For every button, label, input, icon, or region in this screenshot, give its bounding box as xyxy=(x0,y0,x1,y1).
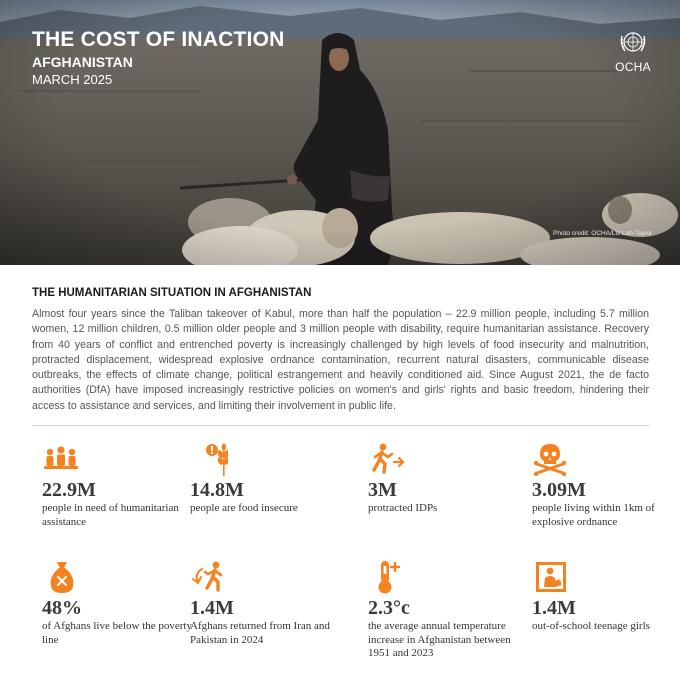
stat-value: 1.4M xyxy=(532,597,576,619)
report-country: AFGHANISTAN xyxy=(32,54,133,70)
stat-returnees xyxy=(190,560,340,647)
skull-crossbones-icon xyxy=(532,442,572,478)
photo-credit: Photo credit: OCHA/Liz Loh-Taylor xyxy=(553,230,653,237)
stat-value: 3.09M xyxy=(532,479,586,501)
returnee-icon xyxy=(190,560,230,596)
people-in-need-icon xyxy=(42,442,82,478)
money-bag-icon xyxy=(42,560,82,596)
stat-temperature xyxy=(368,560,518,661)
stat-description: the average annual temperature increase in Afghanistan between 1951 and 2023 xyxy=(368,620,511,659)
stat-value: 3M xyxy=(368,479,397,501)
stat-description: people living within 1km of explosive ordnance xyxy=(532,502,655,528)
stat-value: 22.9M xyxy=(42,479,96,501)
stat-description: Afghans returned from Iran and Pakistan in 2024 xyxy=(190,620,330,646)
displaced-person-icon xyxy=(368,442,408,478)
section-divider xyxy=(32,425,649,426)
stat-description: protracted IDPs xyxy=(368,502,438,514)
stat-value: 14.8M xyxy=(190,479,244,501)
ocha-logo xyxy=(608,26,658,74)
stat-protracted-idps xyxy=(368,442,518,516)
stat-value: 2.3°c xyxy=(368,597,410,619)
ocha-logo-text: OCHA xyxy=(615,60,651,74)
girl-student-icon xyxy=(532,560,572,596)
stat-description: people in need of humanitarian assistance xyxy=(42,502,179,528)
stat-explosive-ordnance xyxy=(532,442,680,529)
stat-description: out-of-school teenage girls xyxy=(532,620,650,632)
situation-paragraph: Almost four years since the Taliban takeover of Kabul, more than half the population – 22.9 million people, including 5.7 million women, 12 million children, 0.5 million older people and 3 million people with disability, require humanitarian assistance. Recovery from 40 years of conflict and entrenched poverty is increasingly challenged by high levels of food insecurity and malnutrition, protracted displacement, widespread explosive ordnance contamination, recurrent natural disasters, communicable disease outbreaks, the effects of climate change, political estrangement and heavily conditioned aid. Since August 2021, the de facto authorities (DfA) have imposed increasingly restrictive policies on women's and girls' rights and basic freedom, hindering their access to assistance and services, and limiting their involvement in public life. xyxy=(32,308,649,412)
stat-value: 48% xyxy=(42,597,82,619)
stat-description: people are food insecure xyxy=(190,502,298,514)
hero-banner xyxy=(0,0,680,265)
un-emblem-icon xyxy=(617,26,649,58)
stat-food-insecure xyxy=(190,442,340,516)
food-insecurity-icon xyxy=(190,442,230,478)
report-title: THE COST OF INACTION xyxy=(32,28,285,51)
stat-people-in-need xyxy=(42,442,192,529)
report-date: MARCH 2025 xyxy=(32,72,113,87)
stat-value: 1.4M xyxy=(190,597,234,619)
thermometer-icon xyxy=(368,560,408,596)
section-heading: THE HUMANITARIAN SITUATION IN AFGHANISTAN xyxy=(32,287,312,299)
stat-out-of-school-girls xyxy=(532,560,680,634)
stat-description: of Afghans live below the poverty line xyxy=(42,620,192,646)
stat-poverty xyxy=(42,560,192,647)
